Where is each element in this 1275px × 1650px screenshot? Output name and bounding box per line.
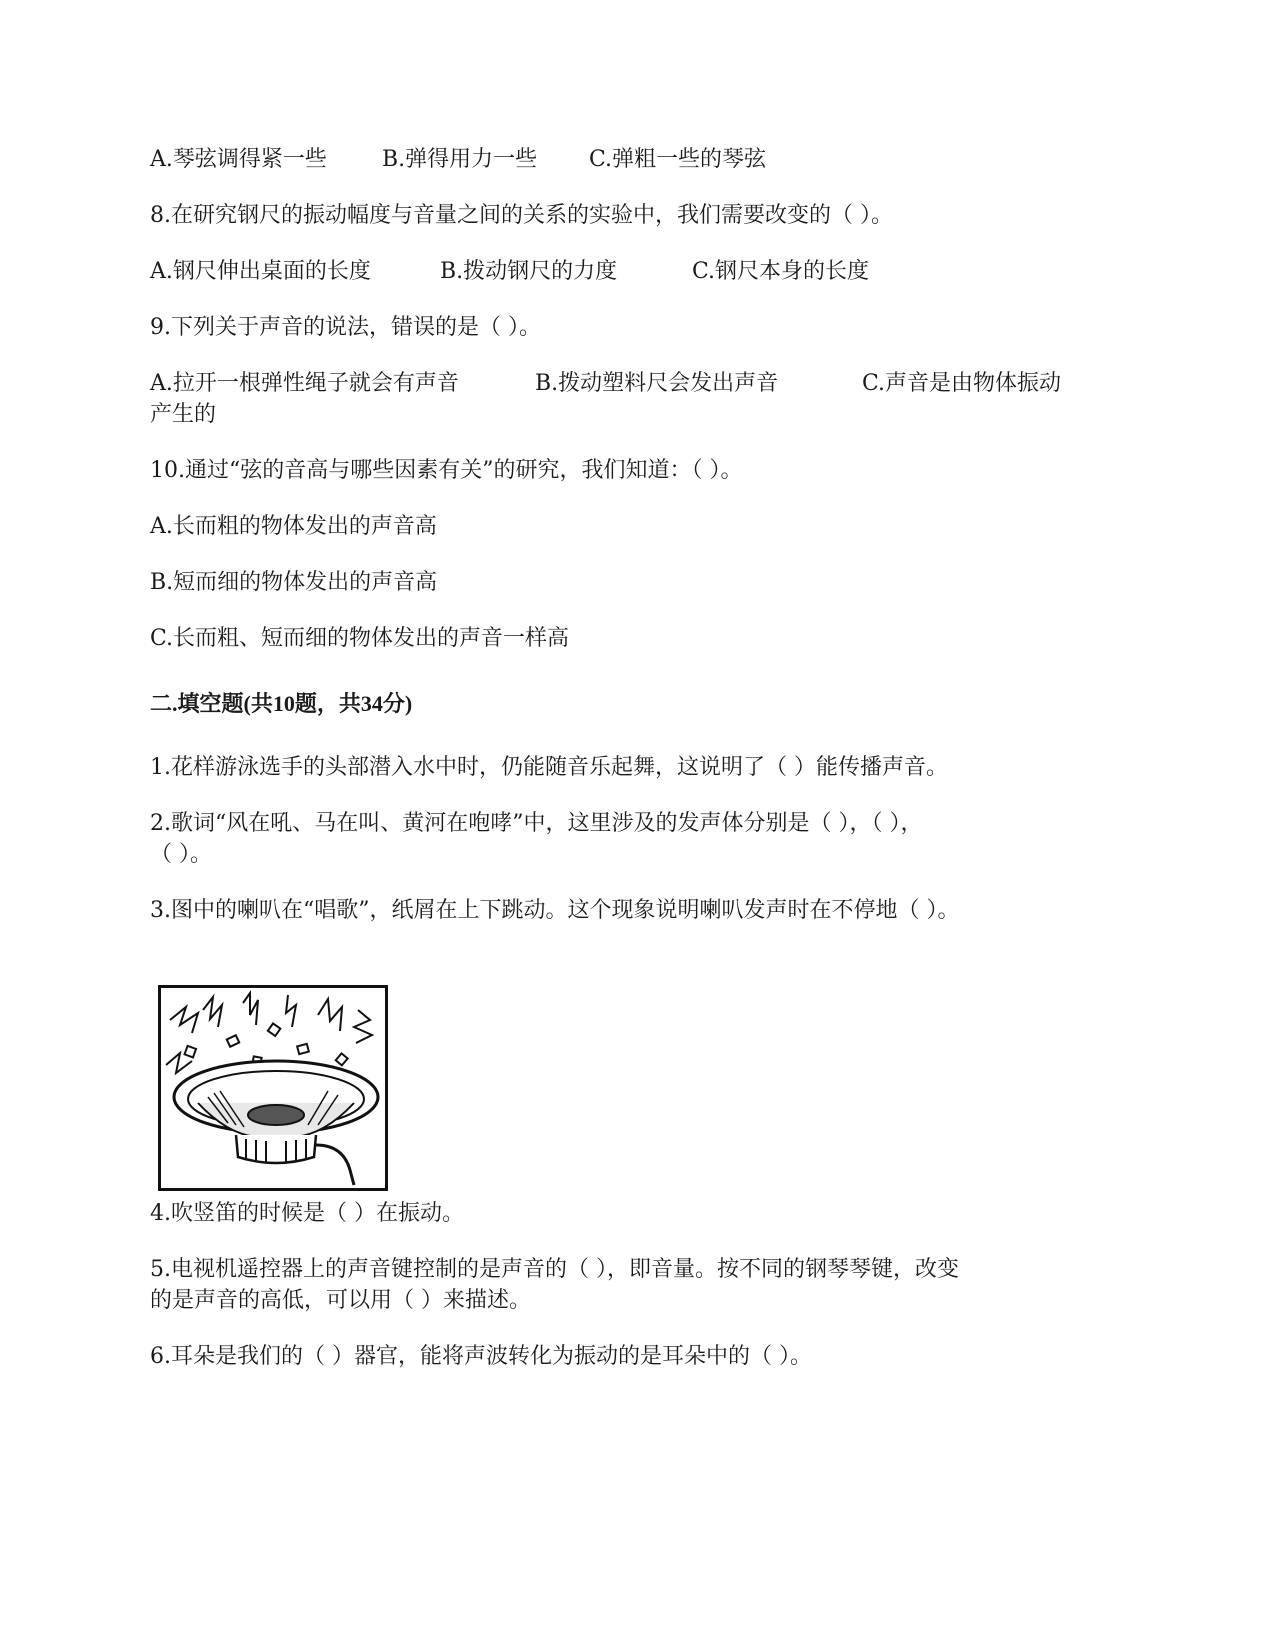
q10-option-b: B.短而细的物体发出的声音高	[150, 570, 438, 595]
q9-option-c-continued: 产生的	[150, 402, 217, 427]
speaker-illustration-icon	[158, 985, 388, 1191]
q7-options	[150, 144, 1130, 176]
q8-stem: 8.在研究钢尺的振动幅度与音量之间的关系的实验中，我们需要改变的（ ）。	[150, 203, 893, 228]
q9-option-c: C.声音是由物体振动	[862, 371, 1062, 396]
fill-q5-line2: 的是声音的高低，可以用（ ）来描述。	[150, 1288, 531, 1313]
fill-q2-line2: （ ）。	[150, 842, 212, 867]
fill-q5-line1: 5.电视机遥控器上的声音键控制的是声音的（ ），即音量。按不同的钢琴琴键，改变	[150, 1257, 959, 1282]
fill-q1: 1.花样游泳选手的头部潜入水中时，仍能随音乐起舞，这说明了（ ）能传播声音。	[150, 755, 948, 780]
fill-q4: 4.吹竖笛的时候是（ ）在振动。	[150, 1201, 464, 1226]
q8-option-a: A.钢尺伸出桌面的长度	[150, 259, 371, 284]
q7-option-c: C.弹粗一些的琴弦	[589, 147, 767, 172]
q9-stem: 9.下列关于声音的说法，错误的是（ ）。	[150, 315, 541, 340]
q9-options	[150, 368, 1130, 400]
q10-option-c: C.长而粗、短而细的物体发出的声音一样高	[150, 626, 570, 651]
section-heading: 二.填空题(共10题，共34分)	[150, 691, 413, 716]
q10-stem: 10.通过“弦的音高与哪些因素有关”的研究，我们知道：（ ）。	[150, 458, 743, 483]
q8-options	[150, 256, 1130, 288]
q7-option-b: B.弹得用力一些	[382, 147, 538, 172]
q7-option-a: A.琴弦调得紧一些	[150, 147, 327, 172]
q8-option-c: C.钢尺本身的长度	[692, 259, 870, 284]
speaker-figure	[158, 985, 388, 1191]
q10-option-a: A.长而粗的物体发出的声音高	[150, 514, 437, 539]
q9-option-b: B.拨动塑料尺会发出声音	[535, 371, 779, 396]
fill-q2-line1: 2.歌词“风在吼、马在叫、黄河在咆哮”中，这里涉及的发声体分别是（ ），（ ），	[150, 811, 923, 836]
fill-q6: 6.耳朵是我们的（ ）器官，能将声波转化为振动的是耳朵中的（ ）。	[150, 1344, 812, 1369]
fill-q3: 3.图中的喇叭在“唱歌”，纸屑在上下跳动。这个现象说明喇叭发声时在不停地（ ）。	[150, 898, 960, 923]
q8-option-b: B.拨动钢尺的力度	[440, 259, 618, 284]
q9-option-a: A.拉开一根弹性绳子就会有声音	[150, 371, 459, 396]
